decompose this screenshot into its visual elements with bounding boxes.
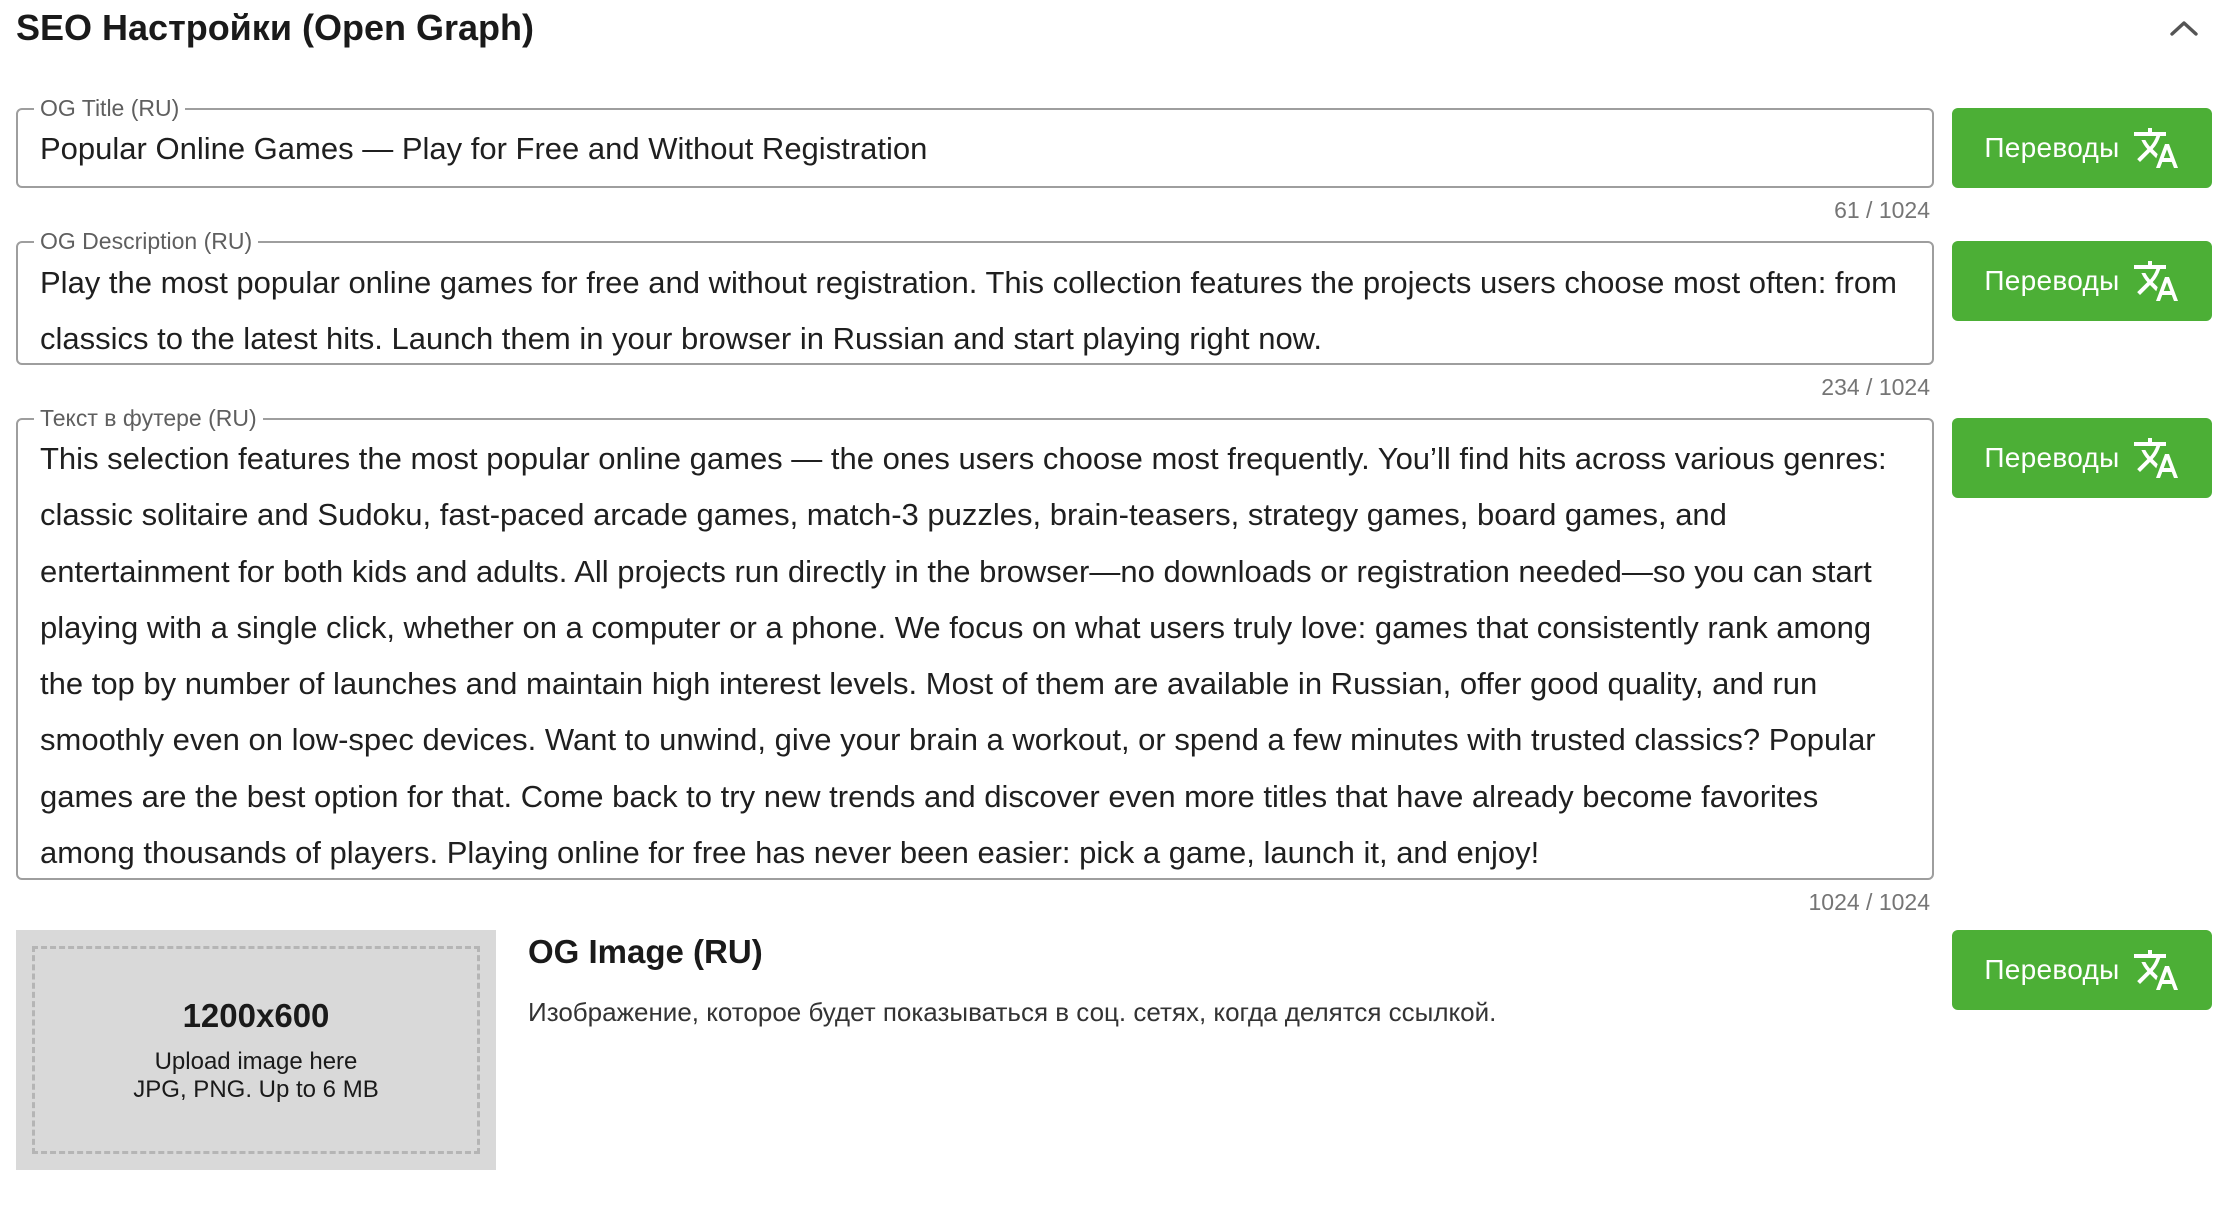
translations-button-label: Переводы [1984,132,2120,163]
og-description-label: OG Description (RU) [34,228,258,254]
og-title-input[interactable]: Popular Online Games — Play for Free and Without Registration [40,131,928,166]
og-description-field[interactable] [16,228,1934,400]
footer-text-translations-button[interactable] [1952,418,2212,498]
footer-text-label: Текст в футере (RU) [34,405,263,431]
og-title-label: OG Title (RU) [34,95,185,121]
og-description-counter: 234 / 1024 [1821,374,1930,400]
og-title-field[interactable] [16,95,1934,223]
upload-hint: Upload image here [154,1048,358,1075]
og-image-translations-button[interactable] [1952,930,2212,1010]
translations-button-label: Переводы [1984,954,2120,985]
og-description-input[interactable]: Play the most popular online games for free and without registration. This collection features the projects users choose most often: from classics to the latest hits. Launch them in your browser in Russian and start playing right now. [40,265,1906,356]
section-title: SEO Настройки (Open Graph) [16,7,534,48]
og-image-title: OG Image (RU) [528,933,763,970]
translate-icon [2132,434,2180,482]
chevron-up-icon [2168,18,2200,38]
upload-size: 1200x600 [182,997,330,1034]
footer-text-field[interactable] [16,405,1934,915]
og-title-translations-button[interactable] [1952,108,2212,188]
og-image-description: Изображение, которое будет показываться в соц. сетях, когда делятся ссылкой. [528,997,1497,1027]
collapse-toggle[interactable] [2160,8,2208,48]
translate-icon [2132,124,2180,172]
og-title-counter: 61 / 1024 [1834,197,1930,223]
translations-button-label: Переводы [1984,442,2120,473]
upload-formats: JPG, PNG. Up to 6 MB [133,1076,379,1103]
og-image-upload-dropzone[interactable] [16,930,496,1170]
footer-text-input[interactable]: This selection features the most popular online games — the ones users choose most frequently. You’ll find hits across various genres: classic solitaire and Sudoku, fast-paced arcade games, match-3 puzzles, brain-teasers, strategy games, board games, and entertainment for both kids and adults. All projects run directly in the browser—no downloads or registration needed—so you can start playing with a single click, whether on a computer or a phone. We focus on what users truly love: games that consistently rank among the top by number of launches and maintain high interest levels. Most of them are available in Russian, offer good quality, and run smoothly even on low-spec devices. Want to unwind, give your brain a workout, or spend a few minutes with trusted classics? Popular games are the best option for that. Come back to try new trends and discover even more titles that have already become favorites among thousands of players. Playing online for free has never been easier: pick a game, launch it, and enjoy! [40,441,1896,871]
upload-dropzone-border [32,946,480,1154]
og-description-translations-button[interactable] [1952,241,2212,321]
translations-button-label: Переводы [1984,265,2120,296]
translate-icon [2132,946,2180,994]
footer-text-counter: 1024 / 1024 [1808,889,1930,915]
translate-icon [2132,257,2180,305]
